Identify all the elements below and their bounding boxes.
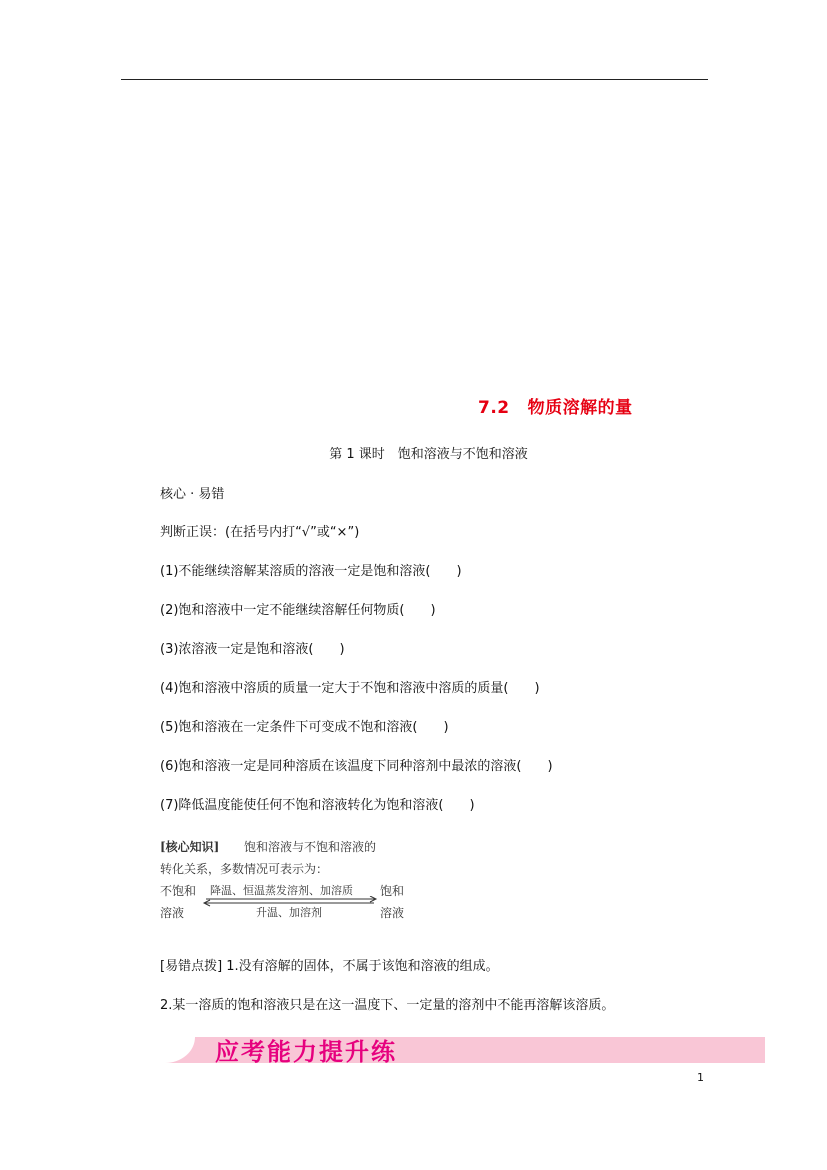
page-number: 1 <box>697 1071 704 1084</box>
forward-condition: 降温、恒温蒸发溶剂、加溶质 <box>210 884 353 897</box>
knowledge-line1: 饱和溶液与不饱和溶液的 <box>244 840 377 854</box>
section-title <box>478 393 633 418</box>
knowledge-tag: [核心知识] <box>160 840 220 854</box>
tip-line1: [易错点拨] 1.没有溶解的固体，不属于该饱和溶液的组成。 <box>160 959 499 974</box>
practice-banner <box>155 1034 765 1064</box>
lesson-title: 第 1 课时 饱和溶液与不饱和溶液 <box>329 447 528 462</box>
question-item: (7)降低温度能使任何不饱和溶液转化为饱和溶液( ) <box>160 798 475 813</box>
question-item: (1)不能继续溶解某溶质的溶液一定是饱和溶液( ) <box>160 564 462 579</box>
knowledge-line2: 转化关系，多数情况可表示为： <box>160 862 329 876</box>
question-item: (2)饱和溶液中一定不能继续溶解任何物质( ) <box>160 603 436 618</box>
unsaturated-label-top: 不饱和 <box>160 884 197 898</box>
banner-label: 应考能力提升练 <box>215 1038 397 1066</box>
tip-line2: 2.某一溶质的饱和溶液只是在这一温度下、一定量的溶剂中不能再溶解该溶质。 <box>160 998 615 1013</box>
knowledge-diagram <box>158 836 418 924</box>
header-rule <box>121 79 708 80</box>
section-number: 7.2 <box>478 398 510 418</box>
saturated-label-top: 饱和 <box>380 884 405 898</box>
section-name: 物质溶解的量 <box>527 398 633 418</box>
question-item: (4)饱和溶液中溶质的质量一定大于不饱和溶液中溶质的质量( ) <box>160 681 540 696</box>
instruction: 判断正误：(在括号内打“√”或“×”) <box>160 525 360 540</box>
question-item: (3)浓溶液一定是饱和溶液( ) <box>160 642 345 657</box>
question-item: (6)饱和溶液一定是同种溶质在该温度下同种溶剂中最浓的溶液( ) <box>160 759 553 774</box>
question-item: (5)饱和溶液在一定条件下可变成不饱和溶液( ) <box>160 720 449 735</box>
saturated-label-bottom: 溶液 <box>380 906 405 920</box>
unsaturated-label-bottom: 溶液 <box>160 906 185 920</box>
banner-stripe <box>445 1037 765 1063</box>
reverse-condition: 升温、加溶剂 <box>256 906 322 919</box>
core-heading: 核心 · 易错 <box>160 487 225 502</box>
